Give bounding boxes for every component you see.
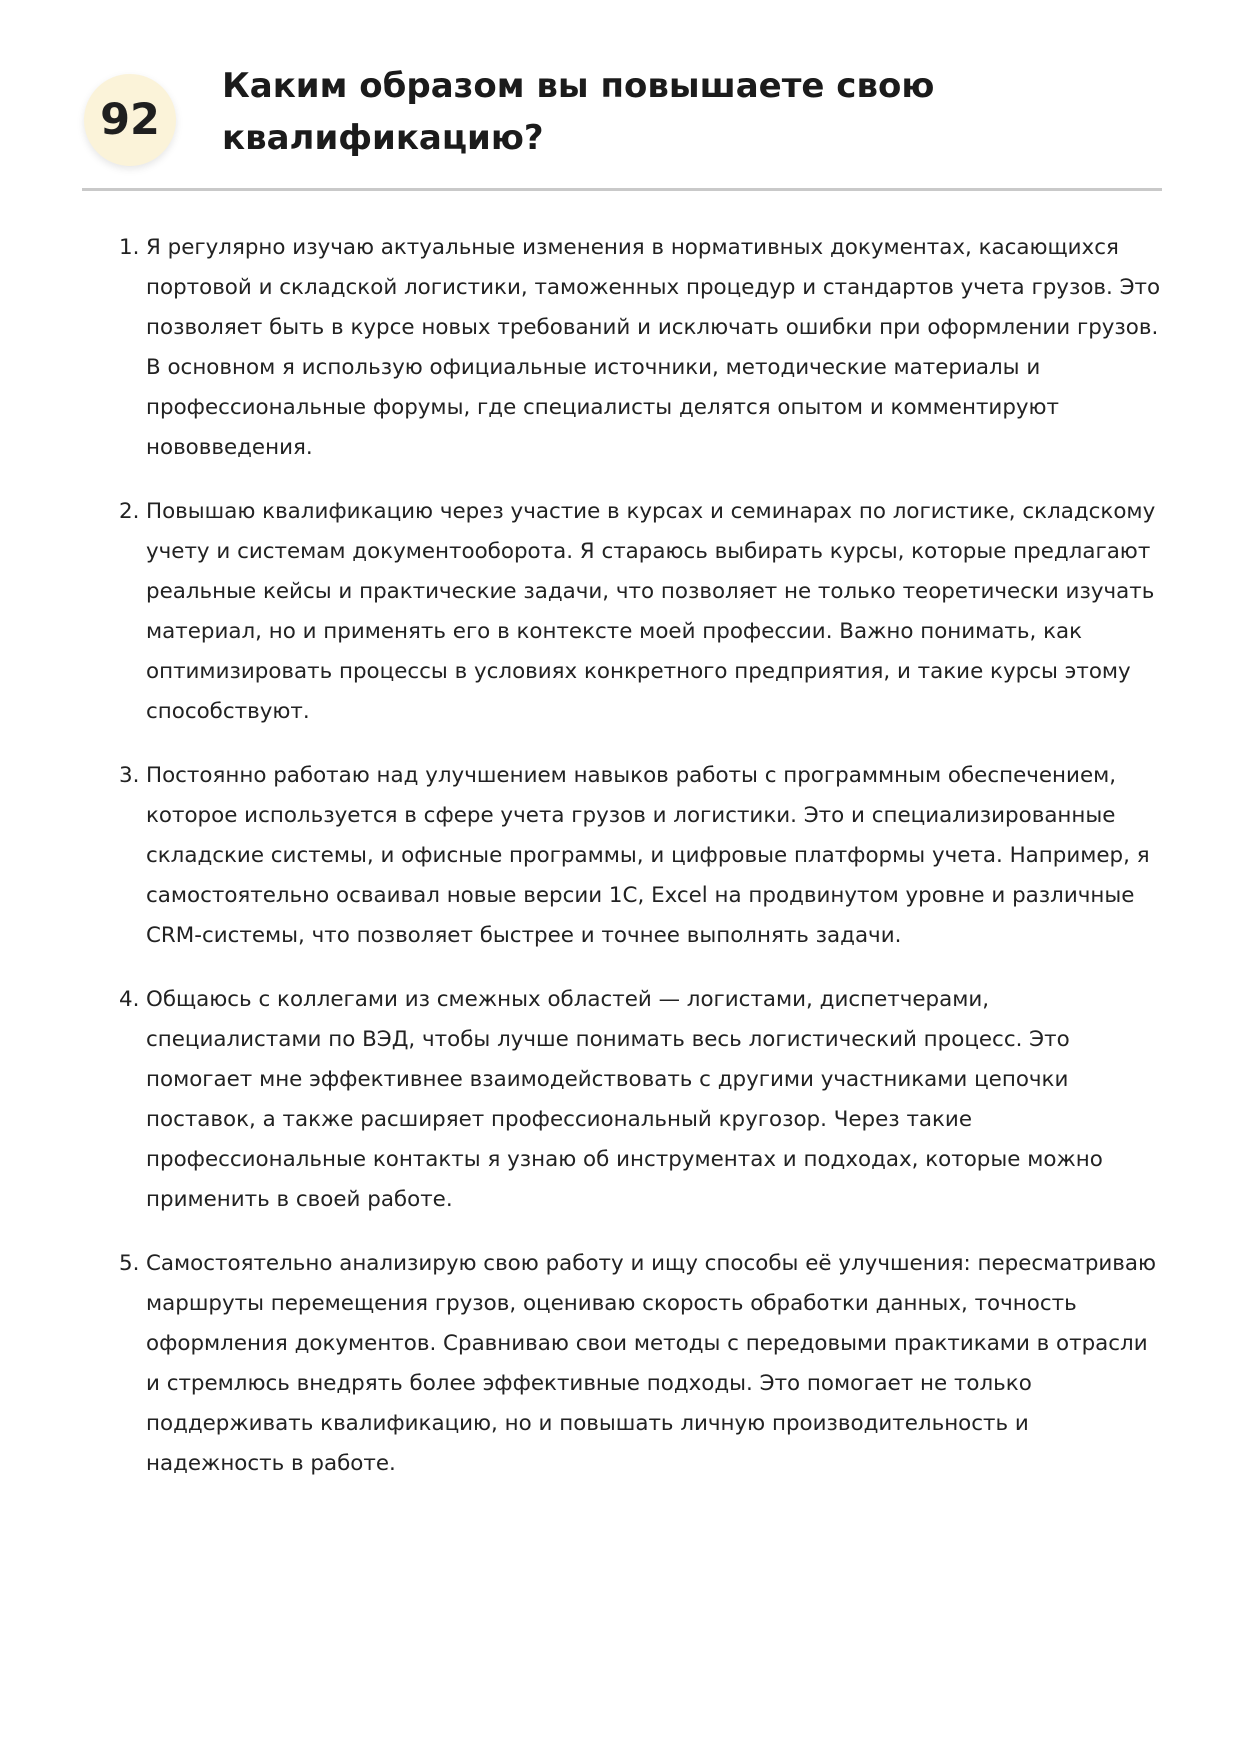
list-item — [116, 228, 1166, 468]
list-item — [116, 980, 1166, 1220]
question-title: Каким образом вы повышаете свою квалификацию? — [222, 66, 935, 158]
list-item-marker: 3. — [119, 763, 140, 788]
list-item — [116, 492, 1166, 732]
answer-list — [116, 228, 1166, 1484]
list-item — [116, 1244, 1166, 1484]
question-number-badge: 92 — [84, 74, 176, 166]
list-item-text: Повышаю квалификацию через участие в курсах и семинарах по логистике, складскому учету и системам документооборота. Я стараюсь выбирать курсы, которые предлагают реальные кейсы и практические задачи, что позволяет не только теоретически изучать материал, но и применять его в контексте моей профессии. Важно понимать, как оптимизировать процессы в условиях конкретного предприятия, и такие курсы этому способствуют. — [146, 499, 1156, 724]
list-item-marker: 5. — [119, 1251, 140, 1276]
list-item-text: Самостоятельно анализирую свою работу и ищу способы её улучшения: пересматриваю маршруты перемещения грузов, оцениваю скорость обработки данных, точность оформления документов. Сравниваю свои методы с передовыми практиками в отрасли и стремлюсь внедрять более эффективные подходы. Это помогает не только поддерживать квалификацию, но и повышать личную производительность и надежность в работе. — [146, 1251, 1157, 1476]
answer-content — [116, 228, 1166, 1508]
list-item-text: Постоянно работаю над улучшением навыков работы с программным обеспечением, которое используется в сфере учета грузов и логистики. Это и специализированные складские системы, и офисные программы, и цифровые платформы учета. Например, я самостоятельно осваивал новые версии 1С, Excel на продвинутом уровне и различные CRM-системы, что позволяет быстрее и точнее выполнять задачи. — [146, 763, 1150, 948]
list-item — [116, 756, 1166, 956]
list-item-text: Общаюсь с коллегами из смежных областей — логистами, диспетчерами, специалистами по ВЭД, чтобы лучше понимать весь логистический процесс. Это помогает мне эффективнее взаимодействовать с другими участниками цепочки поставок, а также расширяет профессиональный кругозор. Через такие профессиональные контакты я узнаю об инструментах и подходах, которые можно применить в своей работе. — [146, 987, 1103, 1212]
list-item-marker: 2. — [119, 499, 140, 524]
question-header — [82, 56, 1162, 191]
list-item-marker: 4. — [119, 987, 140, 1012]
list-item-text: Я регулярно изучаю актуальные изменения в нормативных документах, касающихся портовой и складской логистики, таможенных процедур и стандартов учета грузов. Это позволяет быть в курсе новых требований и исключать ошибки при оформлении грузов. В основном я использую официальные источники, методические материалы и профессиональные форумы, где специалисты делятся опытом и комментируют нововведения. — [146, 235, 1161, 460]
list-item-marker: 1. — [119, 235, 140, 260]
